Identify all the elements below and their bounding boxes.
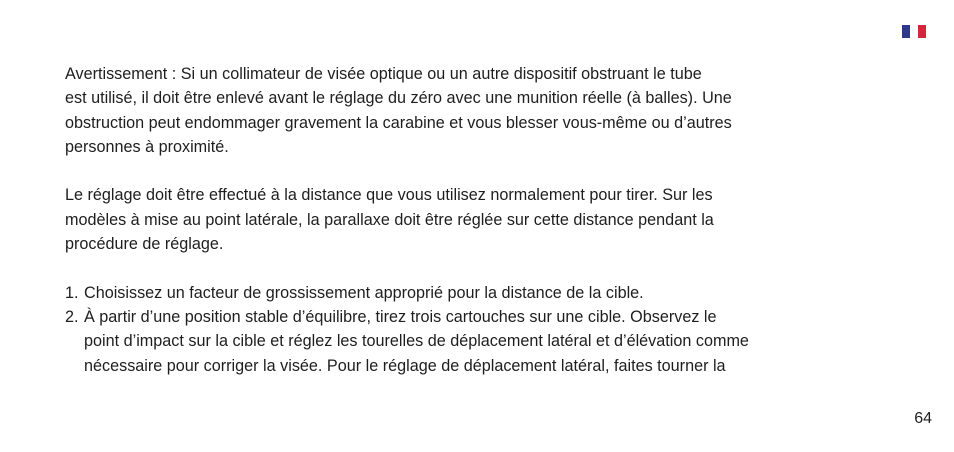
flag-stripe-blue xyxy=(902,25,910,38)
step-item xyxy=(65,305,895,378)
text-line: obstruction peut endommager gravement la carabine et vous blesser vous-même ou d’autres xyxy=(65,113,732,132)
flag-stripe-white xyxy=(910,25,918,38)
document-body xyxy=(65,62,895,378)
text-line: procédure de réglage. xyxy=(65,235,224,254)
text-line: point d’impact sur la cible et réglez les tourelles de déplacement latéral et d’élévation comme xyxy=(84,332,749,351)
page-number: 64 xyxy=(914,410,932,427)
distance-paragraph xyxy=(65,183,895,256)
procedure-steps xyxy=(65,281,895,378)
text-line: modèles à mise au point latérale, la parallaxe doit être réglée sur cette distance pendant la xyxy=(65,210,714,229)
step-number: 1. xyxy=(65,283,79,302)
text-line: À partir d’une position stable d’équilibre, tirez trois cartouches sur une cible. Observez le xyxy=(84,307,717,326)
flag-stripe-red xyxy=(918,25,926,38)
step-item xyxy=(65,281,895,305)
step-number: 2. xyxy=(65,307,79,326)
text-line: personnes à proximité. xyxy=(65,137,229,156)
text-line: Le réglage doit être effectué à la distance que vous utilisez normalement pour tirer. Sur les xyxy=(65,186,713,205)
warning-paragraph xyxy=(65,62,895,159)
text-line: est utilisé, il doit être enlevé avant le réglage du zéro avec une munition réelle (à balles). Une xyxy=(65,89,732,108)
french-flag-icon xyxy=(902,25,926,38)
text-line: Choisissez un facteur de grossissement approprié pour la distance de la cible. xyxy=(84,283,644,302)
text-line: Avertissement : Si un collimateur de visée optique ou un autre dispositif obstruant le tube xyxy=(65,65,702,83)
text-line: nécessaire pour corriger la visée. Pour le réglage de déplacement latéral, faites tourner la xyxy=(84,356,726,375)
